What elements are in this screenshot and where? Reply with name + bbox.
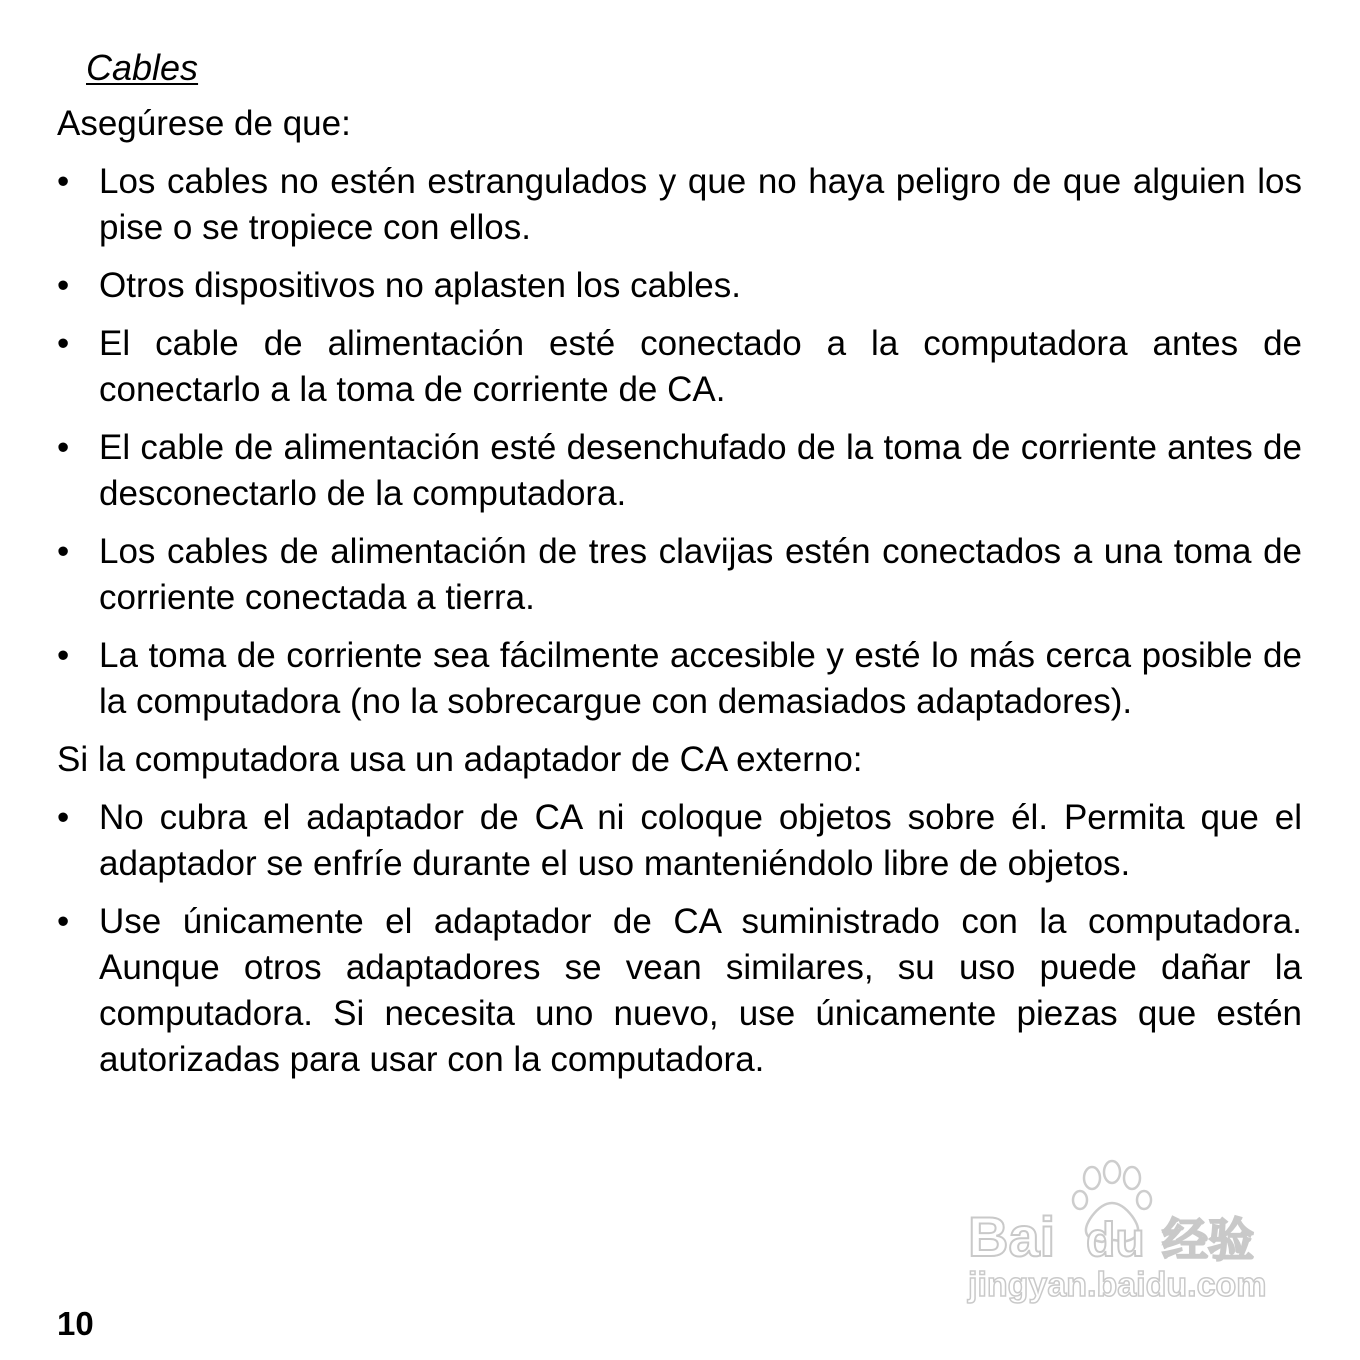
adapter-intro-paragraph: Si la computadora usa un adaptador de CA externo: [57, 740, 863, 779]
list-item-text: Los cables no estén estrangulados y que no haya peligro de que alguien los pise o se tropiece con ellos. [99, 162, 1302, 247]
list-item-text: Otros dispositivos no aplasten los cables. [99, 266, 741, 305]
svg-text:经验: 经验 [1162, 1213, 1254, 1267]
page-number: 10 [57, 1305, 94, 1342]
watermark-brand-text: Bai [968, 1205, 1056, 1268]
intro-paragraph: Asegúrese de que: [57, 104, 351, 143]
baidu-watermark [962, 1158, 1282, 1308]
bullet-icon: • [57, 428, 70, 467]
bullet-icon: • [57, 324, 70, 363]
list-item [57, 159, 1302, 251]
cable-checklist [57, 159, 1302, 725]
bullet-icon: • [57, 636, 70, 675]
list-item-text: Los cables de alimentación de tres clavijas estén conectados a una toma de corriente conectada a tierra. [99, 532, 1302, 617]
list-item-text: El cable de alimentación esté conectado a la computadora antes de conectarlo a la toma de corriente de CA. [99, 324, 1302, 409]
bullet-icon: • [57, 532, 70, 571]
bullet-icon: • [57, 266, 70, 305]
list-item [57, 529, 1302, 621]
list-item [57, 795, 1302, 887]
document-body [57, 101, 1302, 1095]
watermark-url-text: jingyan.baidu.com [968, 1266, 1267, 1304]
list-item [57, 899, 1302, 1083]
list-item-text: Use únicamente el adaptador de CA suministrado con la computadora. Aunque otros adaptadores se vean similares, su uso puede dañar la computadora. Si necesita uno nuevo, use únicamente piezas que estén autorizadas para usar con la computadora. [99, 902, 1302, 1079]
adapter-checklist [57, 795, 1302, 1083]
bullet-icon: • [57, 902, 70, 941]
list-item [57, 321, 1302, 413]
list-item [57, 633, 1302, 725]
list-item-text: No cubra el adaptador de CA ni coloque objetos sobre él. Permita que el adaptador se enfríe durante el uso manteniéndolo libre de objetos. [99, 798, 1302, 883]
list-item [57, 263, 1302, 309]
list-item [57, 425, 1302, 517]
baidu-logo-icon [962, 1158, 1282, 1308]
svg-text:du: du [1086, 1214, 1145, 1267]
list-item-text: La toma de corriente sea fácilmente accesible y esté lo más cerca posible de la computadora (no la sobrecargue con demasiados adaptadores). [99, 636, 1302, 721]
bullet-icon: • [57, 162, 70, 201]
bullet-icon: • [57, 798, 70, 837]
list-item-text: El cable de alimentación esté desenchufado de la toma de corriente antes de desconectarlo de la computadora. [99, 428, 1302, 513]
section-heading: Cables [86, 47, 199, 88]
